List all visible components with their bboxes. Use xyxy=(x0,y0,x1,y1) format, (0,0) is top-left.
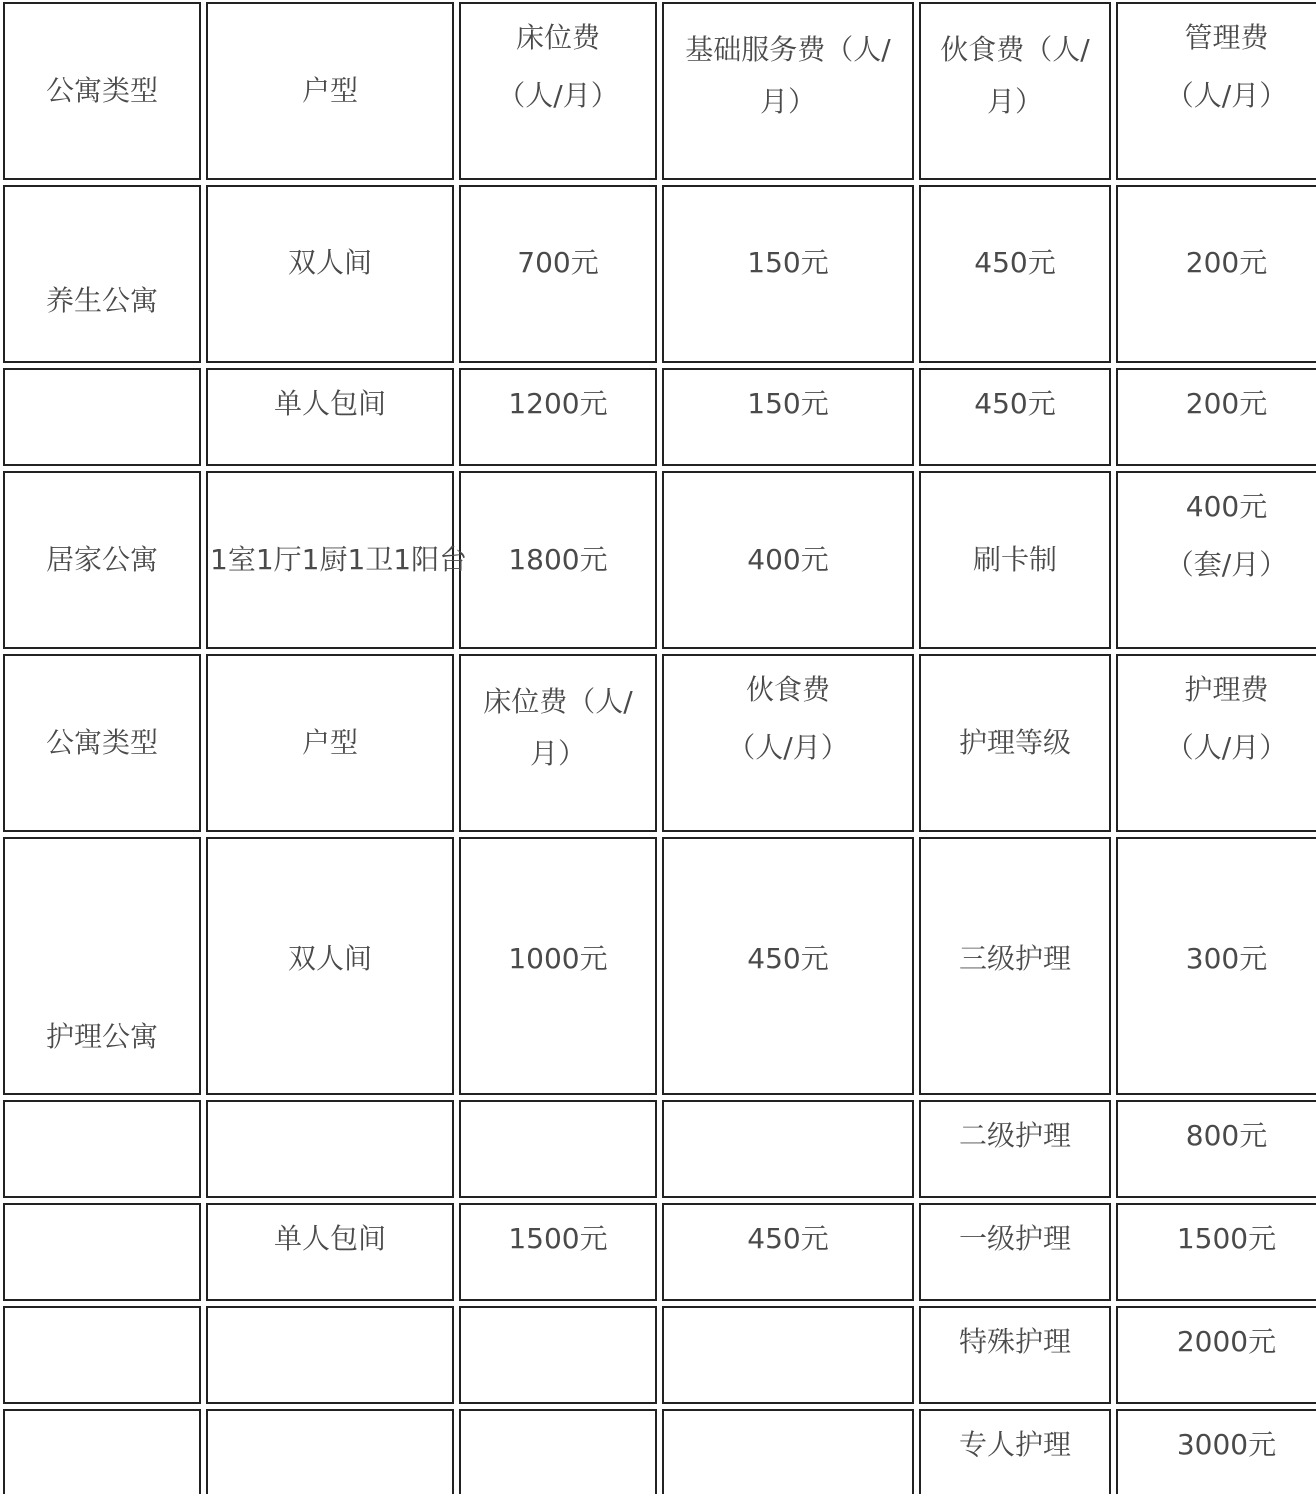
cell-food-fee: 450元 xyxy=(662,837,914,1095)
cell-service-fee: 400元 xyxy=(662,471,914,649)
header-food-fee: 伙食费（人/ 月） xyxy=(919,2,1111,180)
cell-apartment-type xyxy=(3,368,201,466)
header-care-fee: 护理费 （人/月） xyxy=(1116,654,1316,832)
cell-bed-fee xyxy=(459,1306,657,1404)
cell-apartment-type xyxy=(3,1306,201,1404)
table-row xyxy=(3,837,1316,1095)
cell-apartment-type: 居家公寓 xyxy=(3,471,201,649)
cell-food-fee: 450元 xyxy=(919,368,1111,466)
cell-room-type xyxy=(206,1409,454,1494)
cell-room-type: 双人间 xyxy=(206,185,454,363)
cell-food-fee: 刷卡制 xyxy=(919,471,1111,649)
cell-apartment-type xyxy=(3,1203,201,1301)
table1-header-row xyxy=(3,2,1316,180)
cell-apartment-type xyxy=(3,1409,201,1494)
table-row xyxy=(3,1100,1316,1198)
cell-care-fee: 800元 xyxy=(1116,1100,1316,1198)
header-bed-fee: 床位费（人/ 月） xyxy=(459,654,657,832)
cell-food-fee xyxy=(662,1100,914,1198)
cell-bed-fee: 700元 xyxy=(459,185,657,363)
cell-apartment-type: 护理公寓 xyxy=(3,837,201,1095)
table-row xyxy=(3,1306,1316,1404)
cell-room-type: 单人包间 xyxy=(206,368,454,466)
cell-apartment-type xyxy=(3,1100,201,1198)
cell-service-fee: 150元 xyxy=(662,368,914,466)
cell-care-level: 三级护理 xyxy=(919,837,1111,1095)
cell-room-type: 单人包间 xyxy=(206,1203,454,1301)
cell-care-fee: 3000元 xyxy=(1116,1409,1316,1494)
cell-care-fee: 2000元 xyxy=(1116,1306,1316,1404)
header-food-fee: 伙食费 （人/月） xyxy=(662,654,914,832)
cell-management-fee: 200元 xyxy=(1116,368,1316,466)
table-row xyxy=(3,368,1316,466)
header-room-type: 户型 xyxy=(206,654,454,832)
cell-service-fee: 150元 xyxy=(662,185,914,363)
cell-apartment-type: 养生公寓 xyxy=(3,185,201,363)
cell-management-fee: 200元 xyxy=(1116,185,1316,363)
cell-care-level: 特殊护理 xyxy=(919,1306,1111,1404)
table2-header-row xyxy=(3,654,1316,832)
cell-bed-fee xyxy=(459,1100,657,1198)
cell-care-level: 二级护理 xyxy=(919,1100,1111,1198)
header-apartment-type: 公寓类型 xyxy=(3,2,201,180)
cell-care-level: 专人护理 xyxy=(919,1409,1111,1494)
cell-bed-fee: 1800元 xyxy=(459,471,657,649)
cell-management-fee: 400元 （套/月） xyxy=(1116,471,1316,649)
table-row xyxy=(3,1409,1316,1494)
cell-bed-fee xyxy=(459,1409,657,1494)
table-row xyxy=(3,471,1316,649)
header-bed-fee: 床位费 （人/月） xyxy=(459,2,657,180)
cell-food-fee: 450元 xyxy=(919,185,1111,363)
cell-care-fee: 1500元 xyxy=(1116,1203,1316,1301)
cell-bed-fee: 1500元 xyxy=(459,1203,657,1301)
cell-room-type: 双人间 xyxy=(206,837,454,1095)
cell-bed-fee: 1200元 xyxy=(459,368,657,466)
table-row xyxy=(3,185,1316,363)
header-service-fee: 基础服务费（人/ 月） xyxy=(662,2,914,180)
header-care-level: 护理等级 xyxy=(919,654,1111,832)
cell-room-type xyxy=(206,1306,454,1404)
cell-food-fee xyxy=(662,1306,914,1404)
header-room-type: 户型 xyxy=(206,2,454,180)
table-row xyxy=(3,1203,1316,1301)
cell-food-fee xyxy=(662,1409,914,1494)
cell-room-type xyxy=(206,1100,454,1198)
cell-food-fee: 450元 xyxy=(662,1203,914,1301)
header-management-fee: 管理费 （人/月） xyxy=(1116,2,1316,180)
cell-bed-fee: 1000元 xyxy=(459,837,657,1095)
cell-care-fee: 300元 xyxy=(1116,837,1316,1095)
cell-care-level: 一级护理 xyxy=(919,1203,1111,1301)
cell-room-type: 1室1厅1厨1卫1阳台 xyxy=(206,471,454,649)
header-apartment-type: 公寓类型 xyxy=(3,654,201,832)
